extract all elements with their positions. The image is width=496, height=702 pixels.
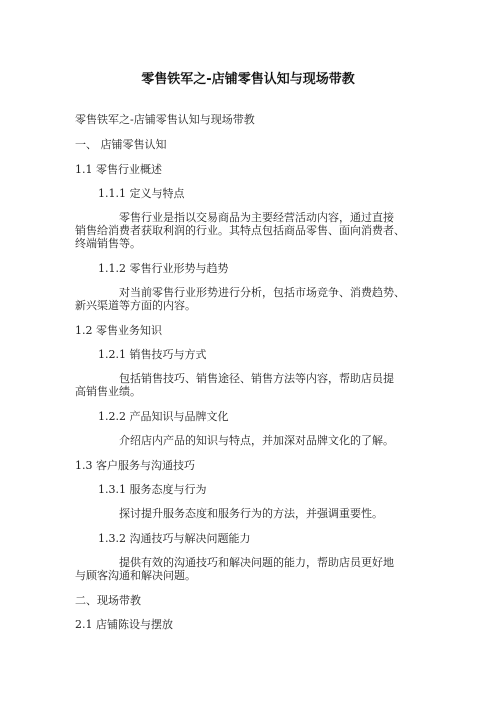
heading-1-1-1: 1.1.1 定义与特点: [98, 187, 185, 200]
heading-1-1: 1.1 零售行业概述: [75, 163, 162, 176]
heading-1-1-2: 1.1.2 零售行业形势与趋势: [98, 262, 229, 275]
heading-1-2: 1.2 零售业务知识: [75, 324, 162, 337]
paragraph-line: 销售给消费者获取利润的行业。其特点包括商品零售、面向消费者、: [75, 224, 405, 237]
paragraph-line: 提供有效的沟通技巧和解决问题的能力，帮助店员更好地: [119, 556, 394, 569]
doc-subtitle: 零售铁军之-店铺零售认知与现场带教: [75, 113, 255, 126]
heading-2-1: 2.1 店铺陈设与摆放: [75, 618, 173, 631]
paragraph-line: 对当前零售行业形势进行分析，包括市场竞争、消费趋势、: [119, 286, 405, 299]
paragraph-line: 终端销售等。: [75, 237, 141, 250]
paragraph-line: 新兴渠道等方面的内容。: [75, 299, 196, 312]
paragraph-line: 零售行业是指以交易商品为主要经营活动内容，通过直接: [119, 211, 394, 224]
paragraph-line: 探讨提升服务态度和服务行为的方法，并强调重要性。: [119, 507, 383, 520]
heading-1-3-2: 1.3.2 沟通技巧与解决问题能力: [98, 532, 251, 545]
paragraph-line: 与顾客沟通和解决问题。: [75, 569, 196, 582]
heading-1-2-2: 1.2.2 产品知识与品牌文化: [98, 410, 229, 423]
heading-1-3-1: 1.3.1 服务态度与行为: [98, 483, 207, 496]
heading-1-2-1: 1.2.1 销售技巧与方式: [98, 348, 207, 361]
heading-1-3: 1.3 客户服务与沟通技巧: [75, 459, 195, 472]
heading-section-1: 一、 店铺零售认知: [75, 138, 167, 151]
paragraph-line: 介绍店内产品的知识与特点，并加深对品牌文化的了解。: [119, 434, 394, 447]
paragraph-line: 高销售业绩。: [75, 385, 141, 398]
heading-section-2: 二、现场带教: [75, 594, 141, 607]
paragraph-line: 包括销售技巧、销售途径、销售方法等内容，帮助店员提: [119, 372, 394, 385]
document-title: 零售铁军之-店铺零售认知与现场带教: [141, 72, 355, 87]
